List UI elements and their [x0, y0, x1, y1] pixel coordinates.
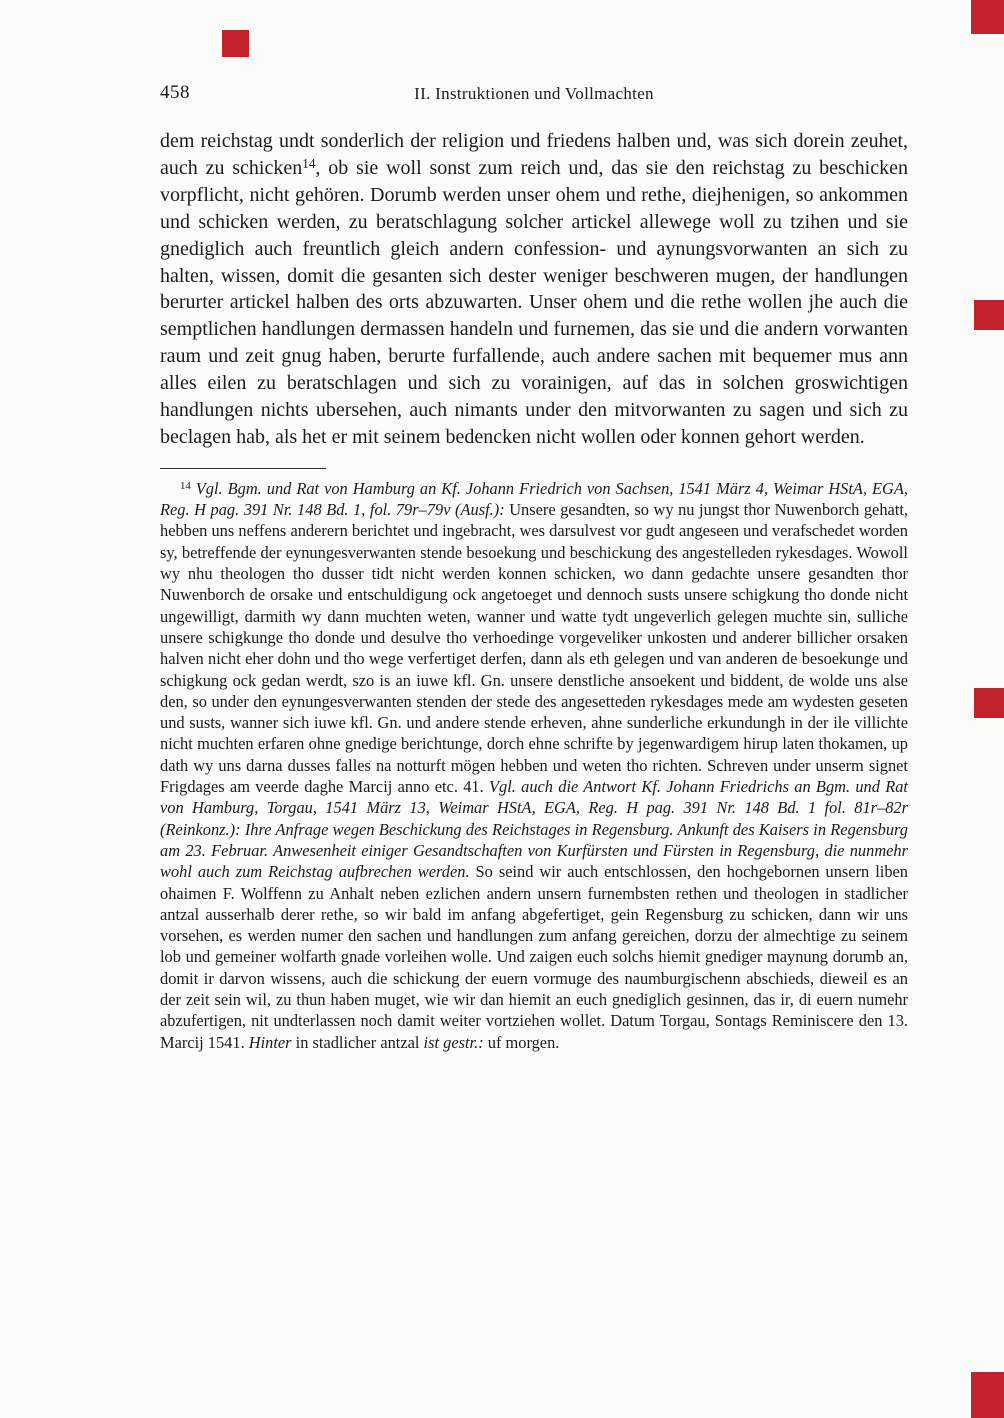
text-block	[160, 82, 908, 1053]
scan-marker-bottom-right	[971, 1372, 1004, 1418]
page-header	[160, 82, 908, 108]
footnote-separator-rule	[160, 468, 326, 469]
scan-marker-top-left	[222, 30, 249, 57]
scan-marker-top-right	[971, 0, 1004, 34]
running-title: II. Instruktionen und Vollmachten	[414, 84, 654, 103]
scan-marker-right-middle	[974, 688, 1004, 718]
footnote-paragraph: $^{14}$ Vgl. Bgm. und Rat von Hamburg an Kf. Johann Friedrich von Sachsen, 1541 März 4, Weimar HStA, EGA, Reg. H pag. 391 Nr. 148 Bd. 1, fol. 79r–79v (Ausf.): Unsere gesandten, so wy nu jungst thor Nuwenborch gehatt, hebben uns neffens anderern berichtet und ingebracht, wes darsulvest vor gudt angeseen und verafschedet worden sy, betreffende der eynungesverwanten stende besoekung und beschickung des angestelleden rykesdages. Wowoll wy nhu theologen tho dusser tidt nicht werden konnen schicken, wo dann gedachte unsere gesandten thor Nuwenborch de orsake und entschuldigung ock angetoeget und dennoch susts unsere schigkung tho donde nicht ungewilligt, darmith wy dann muchten weten, wanner und watte tydt ungeverlich gelegen muchte sin, sulliche unsere schigkunge tho donde und desulve tho verhoedinge vorgeveliker unkosten und anderer billicher orsaken halven nicht eher dohn und tho wege verfertiget derfen, dann als eth gelegen und van anderen de besoekunge und schigkung ock gedan werdt, szo is an iuwe kfl. Gn. unsere denstliche ansoekent und biddent, de wolde uns alse den, so under den eynungesverwanten stenden der stede des angesetteden rykesdages mede am wydesten geseten und susts, wanner sich iuwe kfl. Gn. und andere stende erheven, ahne sunderliche erkundungh in der ile villichte nicht muchten erfaren ohne gnedige berichtunge, dorch ehne schrifte by jegenwardigem hirup laten thokamen, up dath wy uns darna dusses falles na notturft mögen hebben und weten tho richten. Schreven under unserm signet Frigdages am veerde daghe Marcij anno etc. 41. Vgl. auch die Antwort Kf. Johann Friedrichs an Bgm. und Rat von Hamburg, Torgau, 1541 März 13, Weimar HStA, EGA, Reg. H pag. 391 Nr. 148 Bd. 1 fol. 81r–82r (Reinkonz.): Ihre Anfrage wegen Beschickung des Reichstages in Regensburg. Ankunft des Kaisers in Regensburg am 23. Februar. Anwesenheit einiger Gesandtschaften von Kurfürsten und Fürsten in Regensburg, die nunmehr wohl auch zum Reichstag aufbrechen werden. So seind wir auch entschlossen, den hochgebornen unsern liben ohaimen F. Wolffenn zu Anhalt neben ezlichen andern unsern furnembsten rethen und theologen in stadlicher antzal ausserhalb derer rethe, so wir bald im anfang abgefertiget, gein Regensburg zu schicken, dann wir uns vorsehen, es werden numer den sachen und handlungen zum anfang gereichen, dorzu der almechtige zu seinem lob und gemeiner wolfarth gnade vorleihen wolle. Und zaigen euch solchs hiemit gnediger maynung dorumb an, domit ir darvon wissens, auch die schickung der euern vormuge des naumburgischenn abschieds, dieweil es an der zeit sein wil, zu thun haben muget, wie wir dan hiemit an euch gnediglich gesinnen, das ir, di euern numehr abzufertigen, nit undterlassen noch damit weiter vortziehen wollet. Datum Torgau, Sontags Reminiscere den 13. Marcij 1541. Hinter in stadlicher antzal ist gestr.: uf morgen.	[160, 478, 908, 1052]
main-text	[160, 128, 908, 451]
footnote-section	[160, 478, 908, 1053]
scan-marker-right-upper	[974, 300, 1004, 330]
body-paragraph: dem reichstag undt sonderlich der religion und friedens halben und, was sich dorein zeuhet, auch zu schicken$^{14}$, ob sie woll sonst zum reich und, das sie den reichstag zu beschicken vorpflicht, nicht gehören. Dorumb werden unser ohem und rethe, diejhenigen, so ankommen und schicken werden, zu beratschlagung solcher artickel allewege woll zu tzihen und sie gnediglich auch freuntlich gleich andern confession- und aynungsvorwanten an sich zu halten, wissen, domit die gesanten sich dester weniger beschweren mugen, der handlungen berurter artickel halben des orts abzuwarten. Unser ohem und die rethe wollen jhe auch die semptlichen handlungen dermassen handeln und furnemen, das sie und die andern vorwanten raum und zeit gnug haben, berurte furfallende, auch andere sachen mit bequemer mus ann alles eilen zu beratschlagen und sich zu vorainigen, auf das in solchen groswichtigen handlungen nichts ubersehen, auch nimants under den mitvorwanten zu sagen und sich zu beclagen hab, als het er mit seinem bedencken nicht wollen oder konnen gehort werden.	[160, 130, 908, 448]
page-number: 458	[160, 82, 190, 103]
